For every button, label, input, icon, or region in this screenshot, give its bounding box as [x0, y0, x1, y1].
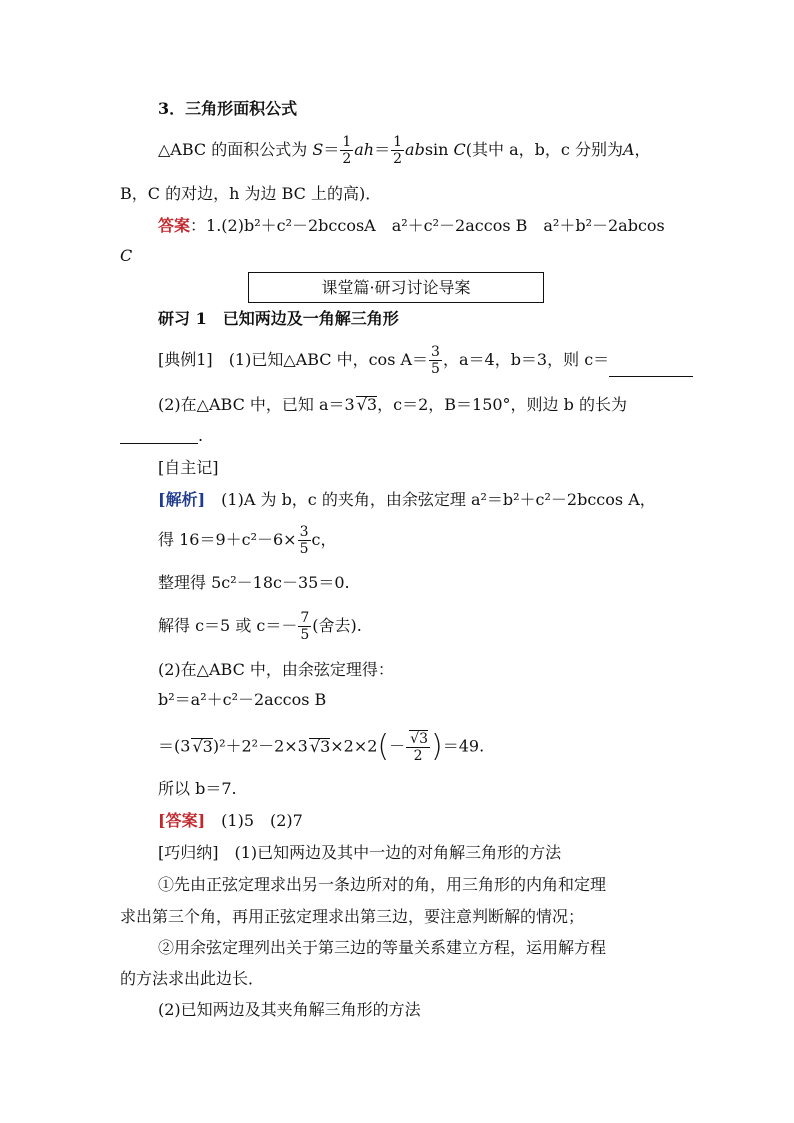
sqrt-3: √3 — [410, 731, 428, 747]
analysis-line-5: (2)在△ABC 中，由余弦定理得： — [158, 660, 394, 679]
answer-tail: C — [120, 246, 133, 265]
summary-label: [巧归纳] — [158, 843, 219, 862]
self-note-label: [自主记] — [158, 458, 219, 477]
summary-line-3: 求出第三个角，再用正弦定理求出第三边，要注意判断解的情况； — [120, 907, 585, 926]
example-text: ，a＝4，b＝3，则 c＝ — [442, 350, 610, 369]
answer-line — [158, 218, 665, 234]
answer-blank[interactable] — [120, 443, 198, 444]
answer-blank[interactable] — [609, 376, 693, 377]
example-line-2 — [158, 396, 627, 413]
fraction-half — [340, 134, 353, 167]
area-sin: sin — [424, 140, 454, 159]
section-heading-box: 课堂篇·研习讨论导案 — [248, 272, 544, 303]
area-formula-line — [158, 134, 651, 167]
answer-label: 答案 — [158, 216, 191, 235]
fraction-denominator: 2 — [342, 151, 352, 167]
example-text: ，c＝2，B＝150°，则边 b 的长为 — [377, 395, 627, 414]
answer-2-text: (1)5 (2)7 — [205, 811, 303, 830]
analysis-text: ＝(3 — [158, 736, 191, 756]
fraction-half — [391, 134, 404, 167]
area-A: A — [622, 140, 635, 159]
answer-2-label: [答案] — [158, 811, 206, 830]
sqrt-3: √3 — [192, 736, 213, 756]
area-comma: ， — [634, 140, 651, 159]
analysis-line-1 — [158, 492, 656, 508]
study-title: 研习 1 已知两边及一角解三角形 — [158, 309, 399, 328]
example-tag: [典例1] — [158, 350, 213, 369]
area-ah: ah — [354, 140, 375, 159]
answer-text: ：1.(2)b²＋c²－2bccosA a²＋c²－2accos B a²＋b²－2abcos — [190, 216, 665, 235]
example-line-3 — [120, 428, 203, 444]
sqrt-3: √3 — [309, 736, 331, 756]
area-prefix: △ABC 的面积公式为 — [158, 140, 313, 159]
sqrt-3: √3 — [356, 395, 378, 414]
fraction-denominator: 5 — [300, 627, 310, 643]
sqrt-radicand: 3 — [419, 731, 428, 747]
fraction-numerator — [406, 730, 430, 748]
fraction-denominator: 2 — [393, 151, 403, 167]
summary-line-1 — [158, 845, 561, 861]
summary-line-4: ②用余弦定理列出关于第三边的等量关系建立方程，运用解方程 — [158, 938, 607, 957]
fraction-denominator: 5 — [299, 541, 309, 557]
fraction-denominator: 5 — [431, 361, 440, 377]
analysis-line-6: b²＝a²＋c²－2accos B — [158, 690, 327, 709]
sqrt-radicand: 3 — [366, 395, 378, 414]
section-title: 3．三角形面积公式 — [158, 99, 298, 118]
summary-line-5: 的方法求出此边长． — [120, 969, 265, 988]
analysis-label: [解析] — [158, 490, 206, 509]
sqrt-radicand: 3 — [320, 736, 331, 756]
analysis-text: c， — [311, 530, 337, 549]
fraction-numerator: 3 — [431, 344, 440, 360]
area-C: C — [453, 140, 466, 159]
fraction-denominator: 2 — [413, 748, 423, 764]
fraction-numerator: 1 — [342, 134, 352, 150]
sqrt-radicand: 3 — [202, 736, 213, 756]
analysis-text: ×2×2 — [330, 736, 378, 756]
area-ab: ab — [405, 140, 425, 159]
fraction-3-5 — [429, 344, 442, 377]
area-paren: (其中 a，b，c 分别为 — [465, 140, 623, 159]
analysis-line-4 — [158, 610, 362, 643]
fraction-numerator: 1 — [393, 134, 403, 150]
period: . — [198, 426, 204, 445]
analysis-line-7: ＝(3 √3)²＋2²－2×3 √3×2×2(－ $\frac{√3}{2}$ )＝49. — [158, 729, 485, 764]
answer-2-line — [158, 813, 303, 829]
equals-sign: ＝ — [323, 140, 340, 159]
analysis-text: 解得 c＝5 或 c＝－ — [158, 616, 298, 635]
area-formula-line-2: B，C 的对边，h 为边 BC 上的高)． — [120, 184, 382, 203]
area-S: S — [312, 140, 324, 159]
example-text: (2)在△ABC 中，已知 a＝3 — [158, 395, 355, 414]
analysis-line-8: 所以 b＝7. — [158, 779, 237, 798]
summary-line-6: (2)已知两边及其夹角解三角形的方法 — [158, 1000, 421, 1019]
analysis-text: )²＋2²－2×3 — [212, 736, 308, 756]
summary-text: (1)已知两边及其中一边的对角解三角形的方法 — [218, 843, 562, 862]
right-paren: ) — [431, 729, 443, 764]
equals-sign: ＝ — [374, 140, 391, 159]
analysis-text: (舍去). — [312, 616, 362, 635]
fraction-7-5 — [298, 610, 311, 643]
example-line-1 — [158, 344, 693, 377]
left-paren: ( — [377, 729, 390, 764]
analysis-text: 得 16＝9＋c²－6× — [158, 530, 297, 549]
analysis-line-2 — [158, 524, 336, 557]
analysis-line-3: 整理得 5c²－18c－35＝0. — [158, 573, 350, 592]
fraction-numerator: 3 — [299, 524, 309, 540]
fraction-numerator: 7 — [300, 610, 310, 626]
analysis-text: (1)A 为 b，c 的夹角，由余弦定理 a²＝b²＋c²－2bccos A， — [221, 490, 656, 509]
summary-line-2: ①先由正弦定理求出另一条边所对的角，用三角形的内角和定理 — [158, 875, 607, 894]
analysis-text: ＝49. — [442, 736, 485, 756]
fraction-3-5 — [298, 524, 311, 557]
example-text: (1)已知△ABC 中，cos A＝ — [228, 350, 429, 369]
fraction-sqrt3-2 — [406, 730, 430, 764]
